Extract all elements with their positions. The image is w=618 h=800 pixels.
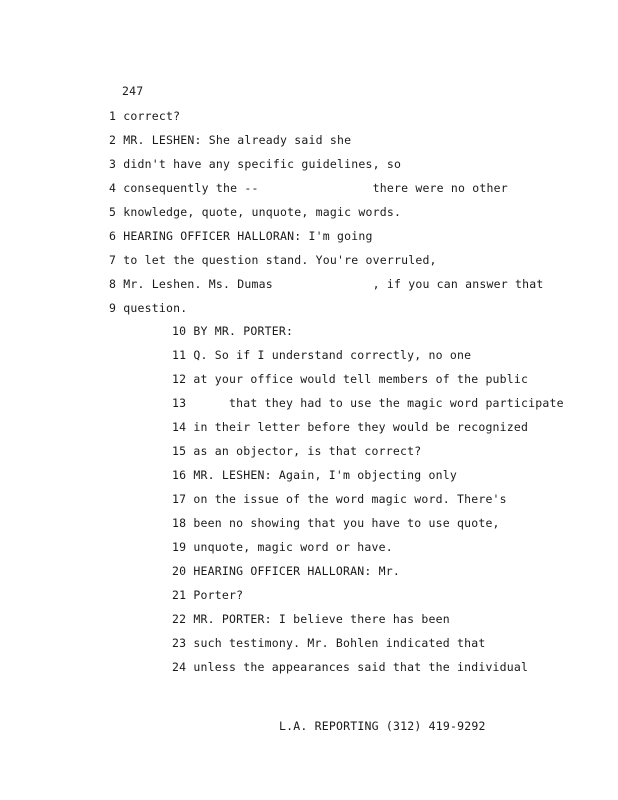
transcript-line-8: 8 Mr. Leshen. Ms. Dumas , if you can answer that: [109, 277, 544, 291]
transcript-line-19: 19 unquote, magic word or have.: [172, 540, 393, 554]
transcript-line-12: 12 at your office would tell members of the public: [172, 372, 529, 386]
transcript-line-1: 1 correct?: [109, 109, 181, 123]
reporter-footer: L.A. REPORTING (312) 419-9292: [279, 719, 486, 733]
transcript-line-11: 11 Q. So if I understand correctly, no one: [172, 348, 472, 362]
transcript-line-16: 16 MR. LESHEN: Again, I'm objecting only: [172, 468, 457, 482]
transcript-line-20: 20 HEARING OFFICER HALLORAN: Mr.: [172, 564, 400, 578]
transcript-line-10: 10 BY MR. PORTER:: [172, 324, 294, 338]
transcript-line-3: 3 didn't have any specific guidelines, so: [109, 157, 402, 171]
transcript-line-13: 13 that they had to use the magic word participate: [172, 396, 564, 410]
transcript-line-7: 7 to let the question stand. You're overruled,: [109, 253, 437, 267]
transcript-line-2: 2 MR. LESHEN: She already said she: [109, 133, 352, 147]
page-number: 247: [122, 84, 144, 98]
transcript-line-15: 15 as an objector, is that correct?: [172, 444, 422, 458]
transcript-line-9: 9 question.: [109, 301, 188, 315]
transcript-line-23: 23 such testimony. Mr. Bohlen indicated that: [172, 636, 486, 650]
transcript-line-4: 4 consequently the -- there were no other: [109, 181, 508, 195]
transcript-line-5: 5 knowledge, quote, unquote, magic words.: [109, 205, 402, 219]
transcript-line-21: 21 Porter?: [172, 588, 244, 602]
transcript-line-14: 14 in their letter before they would be recognized: [172, 420, 529, 434]
transcript-line-18: 18 been no showing that you have to use quote,: [172, 516, 500, 530]
transcript-line-6: 6 HEARING OFFICER HALLORAN: I'm going: [109, 229, 373, 243]
transcript-line-24: 24 unless the appearances said that the individual: [172, 660, 529, 674]
transcript-line-22: 22 MR. PORTER: I believe there has been: [172, 612, 450, 626]
transcript-line-17: 17 on the issue of the word magic word. There's: [172, 492, 507, 506]
